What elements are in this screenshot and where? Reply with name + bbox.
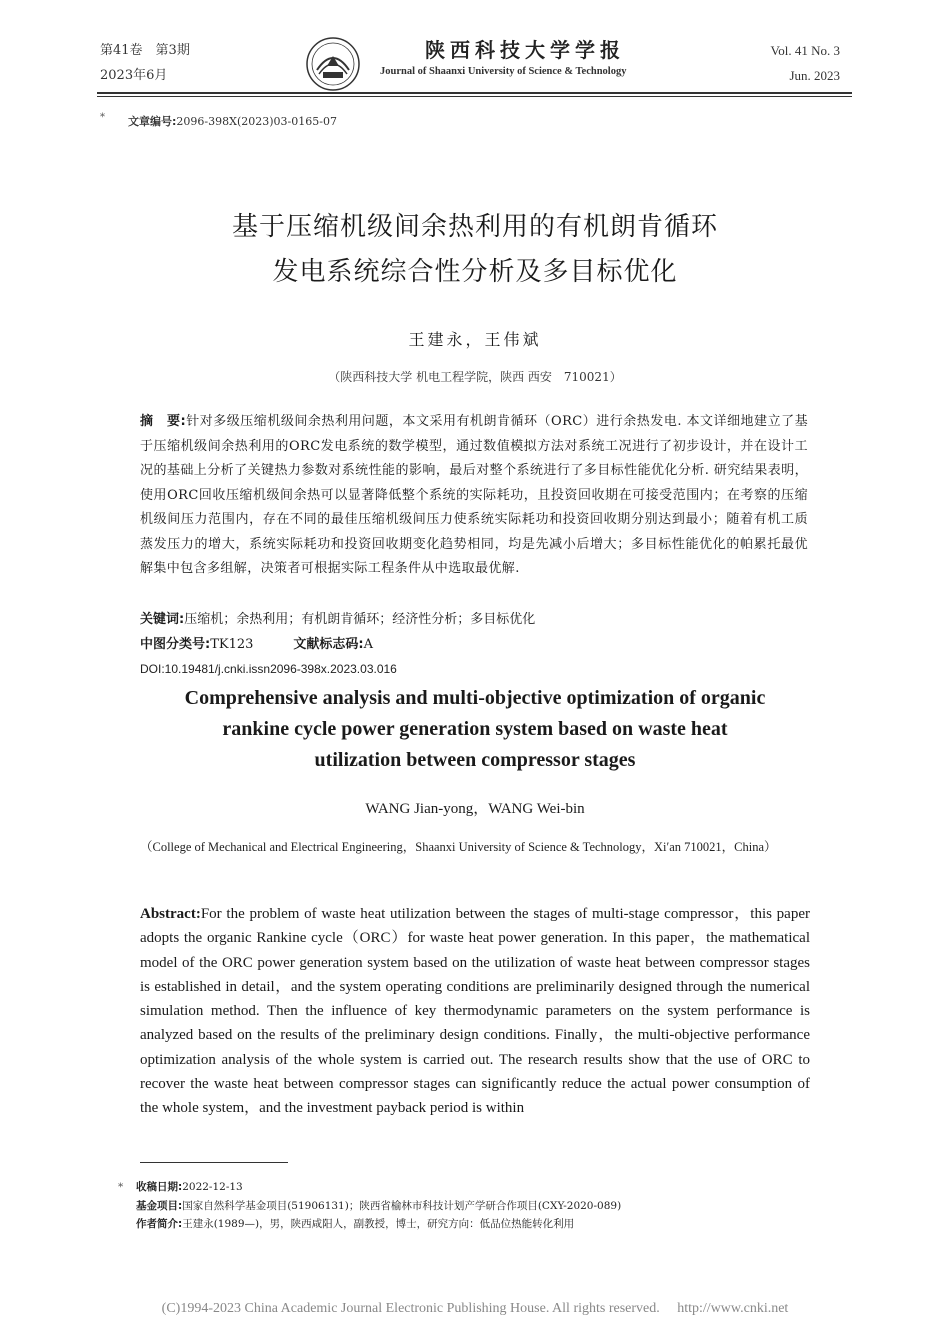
fund-label: 基金项目: <box>136 1199 183 1212</box>
authors-en: WANG Jian-yong，WANG Wei-bin <box>365 801 585 817</box>
fund-value: 国家自然科学基金项目(51906131)；陕西省榆林市科技计划产学研合作项目(CXY-2020-089) <box>182 1199 622 1212</box>
volume-cn: 第41卷 第3期 <box>100 43 190 58</box>
title-en-line3: utilization between compressor stages <box>314 749 636 771</box>
title-en-line1: Comprehensive analysis and multi-objective optimization of organic <box>184 687 766 709</box>
authors-cn: 王建永，王伟斌 <box>408 330 542 349</box>
abstract-en <box>140 902 810 1121</box>
title-en <box>0 683 950 776</box>
journal-name-en: Journal of Shaanxi University of Science & Technology <box>380 66 627 77</box>
classification <box>140 633 373 657</box>
header-rule-thin <box>97 96 852 97</box>
doc-code-label: 文献标志码: <box>293 637 364 652</box>
keywords-cn-text: 压缩机；余热利用；有机朗肯循环；经济性分析；多目标优化 <box>184 612 536 627</box>
received-value: 2022-12-13 <box>182 1181 243 1193</box>
footnote-star: * <box>118 1181 124 1193</box>
issue-info-en <box>771 38 840 88</box>
clc-label: 中图分类号: <box>140 637 211 652</box>
abstract-en-label: Abstract: <box>140 906 201 922</box>
article-number <box>128 113 337 129</box>
footnote-received <box>118 1178 621 1197</box>
footnote-fund <box>118 1197 621 1216</box>
affiliation-cn: （陕西科技大学 机电工程学院，陕西 西安 710021） <box>328 370 622 384</box>
article-star-mark: * <box>100 112 105 123</box>
author-bio-label: 作者简介: <box>136 1218 183 1230</box>
issue-info-cn <box>100 38 190 88</box>
date-cn: 2023年6月 <box>100 68 168 83</box>
doc-code-value: A <box>363 637 373 652</box>
date-en: Jun. 2023 <box>789 68 840 83</box>
footnote-rule <box>140 1162 288 1163</box>
article-number-label: 文章编号: <box>128 115 177 128</box>
clc-value: TK123 <box>210 637 254 652</box>
abstract-cn <box>140 410 808 582</box>
abstract-cn-text: 针对多级压缩机级间余热利用问题，本文采用有机朗肯循环（ORC）进行余热发电. 本文详细地建立了基于压缩机级间余热利用的ORC发电系统的数学模型，通过数值模拟方法对系统工况进行了初步设计，并在设计工况的基础上分析了关键热力参数对系统性能的影响，最后对整个系统进行了多目标性能优化分析. 研究结果表明，使用ORC回收压缩机级间余热可以显著降低整个系统的实际耗功，且投资回收期在可接受范围内；在考察的压缩机级间压力范围内，存在不同的最佳压缩机级间压力使系统实际耗功和投资回收期分别达到最小；随着有机工质蒸发压力的增大，系统实际耗功和投资回收期变化趋势相同，均是先减小后增大；多目标性能优化的帕累托最优解集中包含多组解，决策者可根据实际工程条件从中选取最优解. <box>140 414 808 576</box>
journal-name-cn: 陕西科技大学学报 <box>425 38 625 62</box>
abstract-cn-label: 摘 要: <box>140 414 187 429</box>
author-bio-value: 王建永(1989—)，男，陕西咸阳人，副教授，博士，研究方向：低品位热能转化利用 <box>182 1218 575 1230</box>
article-number-value: 2096-398X(2023)03-0165-07 <box>176 115 337 128</box>
received-label: 收稿日期: <box>136 1181 183 1193</box>
keywords-cn-label: 关键词: <box>140 612 185 627</box>
title-en-line2: rankine cycle power generation system based on waste heat <box>222 718 728 740</box>
header-rule <box>97 92 852 94</box>
footnote-author <box>118 1215 621 1234</box>
volume-en: Vol. 41 No. 3 <box>770 43 840 58</box>
affiliation-en: （College of Mechanical and Electrical Engineering，Shaanxi University of Science & Technology，Xi′an 710021，China） <box>140 840 777 854</box>
title-cn-line2: 发电系统综合性分析及多目标优化 <box>272 257 678 287</box>
keywords-cn <box>140 608 808 632</box>
title-cn-line1: 基于压缩机级间余热利用的有机朗肯循环 <box>231 212 718 242</box>
doi: DOI:10.19481/j.cnki.issn2096-398x.2023.03.016 <box>140 662 397 676</box>
title-cn <box>0 205 950 295</box>
journal-logo-icon <box>305 36 361 92</box>
footnotes <box>118 1178 621 1234</box>
copyright-notice: (C)1994-2023 China Academic Journal Electronic Publishing House. All rights reserved. http://www.cnki.net <box>161 1301 789 1316</box>
abstract-en-text: For the problem of waste heat utilization between the stages of multi-stage compressor，this paper adopts the organic Rankine cycle（ORC）for waste heat power generation. In this paper，the mathematical model of the ORC power generation system based on the utilization of waste heat between compressor stages is established in detail，and the system operating conditions are preliminarily designed through the numerical simulation method. Then the influence of key thermodynamic parameters on the system performance is analyzed based on the results of the preliminary design conditions. Finally，the multi-objective performance optimization analysis of the whole system is carried out. The research results show that the use of ORC to recover the waste heat between compressor stages can significantly reduce the actual power consumption of the whole system，and the investment payback period is within <box>140 906 810 1117</box>
